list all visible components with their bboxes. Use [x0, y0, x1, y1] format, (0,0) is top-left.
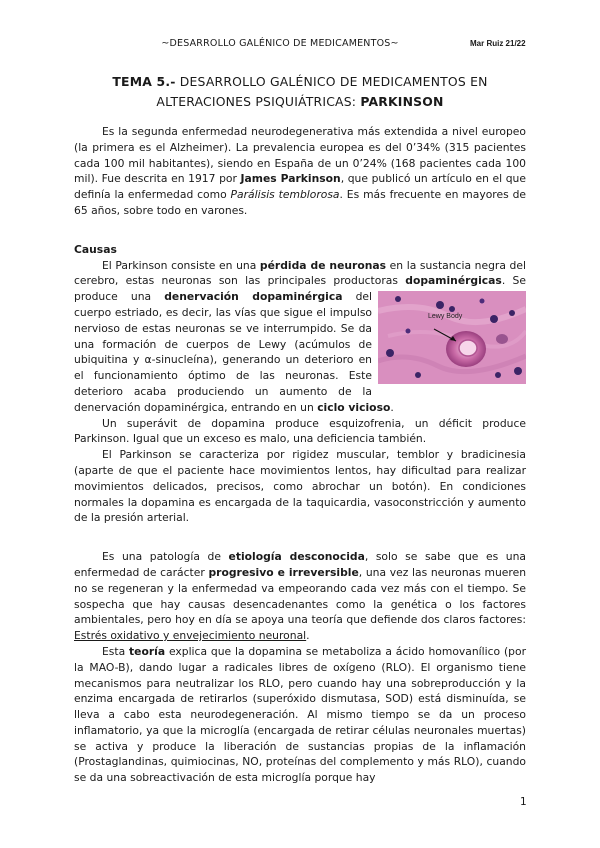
section-heading-causas: Causas	[74, 242, 117, 256]
title-prefix: TEMA 5.-	[112, 74, 176, 89]
para-text: explica que la dopamina se metaboliza a ácido homovanílico (por la MAO-B), dando lugar a radicales libres de oxígeno (RLO). El organismo tiene mecanismos para neutralizar los RLO, pero cuando hay una sobreproducción y la enzima encargada de retirarlos (superóxido dismutasa, SOD) está disminuída, se lleva a cabo esta neurodegeneración. Al mismo tiempo se da un proceso inflamatorio, ya que la microglía (encargada de retirar células neuronales muertas) se activa y produce la liberación de sustancias propias de la inflamación (Prostaglandinas, quimiocinas, NO, proteínas del complemento y más RLO), cuando se da una sobreactivación de esta microglía porque hay	[74, 644, 526, 785]
causas-paragraph-5	[74, 644, 526, 786]
para-text: , una vez las neuronas mueren no se regeneran y la enfermedad va empeorando cada vez más con el tiempo. Se sospecha que hay causas desencadenantes como la genética o los factores ambientales, pero hoy en día se apoya una teoría que defiende dos claros factores:	[74, 565, 527, 627]
title-line1: DESARROLLO GALÉNICO DE MEDICAMENTOS EN	[175, 74, 488, 89]
para-text: .	[306, 629, 310, 643]
nucleus	[395, 296, 401, 302]
micrograph-svg	[378, 291, 526, 384]
para-text: .	[390, 400, 394, 414]
para-text: El Parkinson consiste en una	[102, 258, 260, 272]
para-text: del cuerpo estriado, es decir, las vías que sigue el impulso nervioso de estas neuronas se ve interrumpido. Se da una formación de cuerpos de Lewy (acúmulos de ubiquitina y α-sinucleína), generando un deterioro en el funcionamiento óptimo de las neuronas. Este deterioro acaba produciendo un aumento de la denervación dopaminérgica, entrando en un	[74, 290, 373, 414]
intro-paragraph	[74, 124, 526, 219]
intro-text: Es la segunda enfermedad neurodegenerativa más extendida a nivel europeo (la primera es el Alzheimer). La prevalencia europea es del 0’34% (315 pacientes cada 100 mil habitantes), siendo en España de un 0’24% (168 pacientes cada 100 mil). Fue descrita en 1917 por	[74, 125, 526, 186]
nucleus	[514, 367, 522, 375]
para-text: Esta	[102, 644, 130, 658]
intro-text: . Es más frecuente en mayores de 65 años, sobre todo en varones.	[74, 188, 527, 217]
header-author: Mar Ruiz 21/22	[470, 39, 526, 48]
nucleus	[495, 372, 501, 378]
lewy-body-micrograph	[378, 291, 526, 384]
nucleus	[436, 301, 444, 309]
para-bold: dopaminérgicas	[405, 274, 502, 288]
para-bold: teoría	[129, 644, 166, 658]
causas-paragraph-1	[74, 258, 526, 416]
para-underline: Estrés oxidativo y envejecimiento neuronal	[74, 629, 307, 643]
lewy-body	[459, 340, 477, 356]
para-text: . Se produce una	[74, 274, 526, 304]
page-title	[60, 72, 540, 112]
intro-text: , que publicó un artículo en el que definía la enfermedad como	[74, 172, 526, 202]
para-text: Es una patología de	[102, 550, 229, 564]
title-line2: ALTERACIONES PSIQUIÁTRICAS:	[156, 94, 361, 109]
para-bold: pérdida de neuronas	[259, 258, 387, 272]
title-highlight: PARKINSON	[360, 94, 444, 109]
nucleus	[415, 372, 421, 378]
page-number: 1	[520, 796, 527, 808]
causas-paragraph-2: Un superávit de dopamina produce esquizofrenia, un déficit produce Parkinson. Igual que un exceso es malo, una deficiencia también.	[74, 416, 526, 446]
nucleus	[509, 310, 515, 316]
nucleus	[480, 299, 485, 304]
image-label: Lewy Body	[428, 313, 463, 321]
intro-italic: Parálisis temblorosa	[230, 188, 340, 202]
nucleus	[490, 315, 498, 323]
header-title: ~DESARROLLO GALÉNICO DE MEDICAMENTOS~	[161, 38, 399, 49]
para-text: en la sustancia negra del cerebro, estas neuronas son las principales productoras	[74, 258, 526, 288]
intro-bold: James Parkinson	[240, 172, 341, 186]
para-text: , solo se sabe que es una enfermedad de carácter	[74, 550, 526, 579]
causas-paragraph-3: El Parkinson se caracteriza por rigidez muscular, temblor y bradicinesia (aparte de que el paciente hace movimientos lentos, hay dificultad para realizar movimientos delicados, precisos, como abrochar un botón). En condiciones normales la dopamina es encargada de la taquicardia, vasoconstricción y aumento de la presión arterial.	[74, 448, 526, 525]
causas-paragraph-4	[74, 549, 526, 644]
document-body	[74, 124, 526, 786]
para-bold: etiología desconocida	[228, 550, 365, 564]
para-bold: ciclo vicioso	[317, 400, 391, 414]
para-bold: denervación dopaminérgica	[164, 290, 343, 304]
nucleus	[406, 329, 411, 334]
nucleus	[386, 349, 394, 357]
para-bold: progresivo e irreversible	[208, 565, 359, 579]
